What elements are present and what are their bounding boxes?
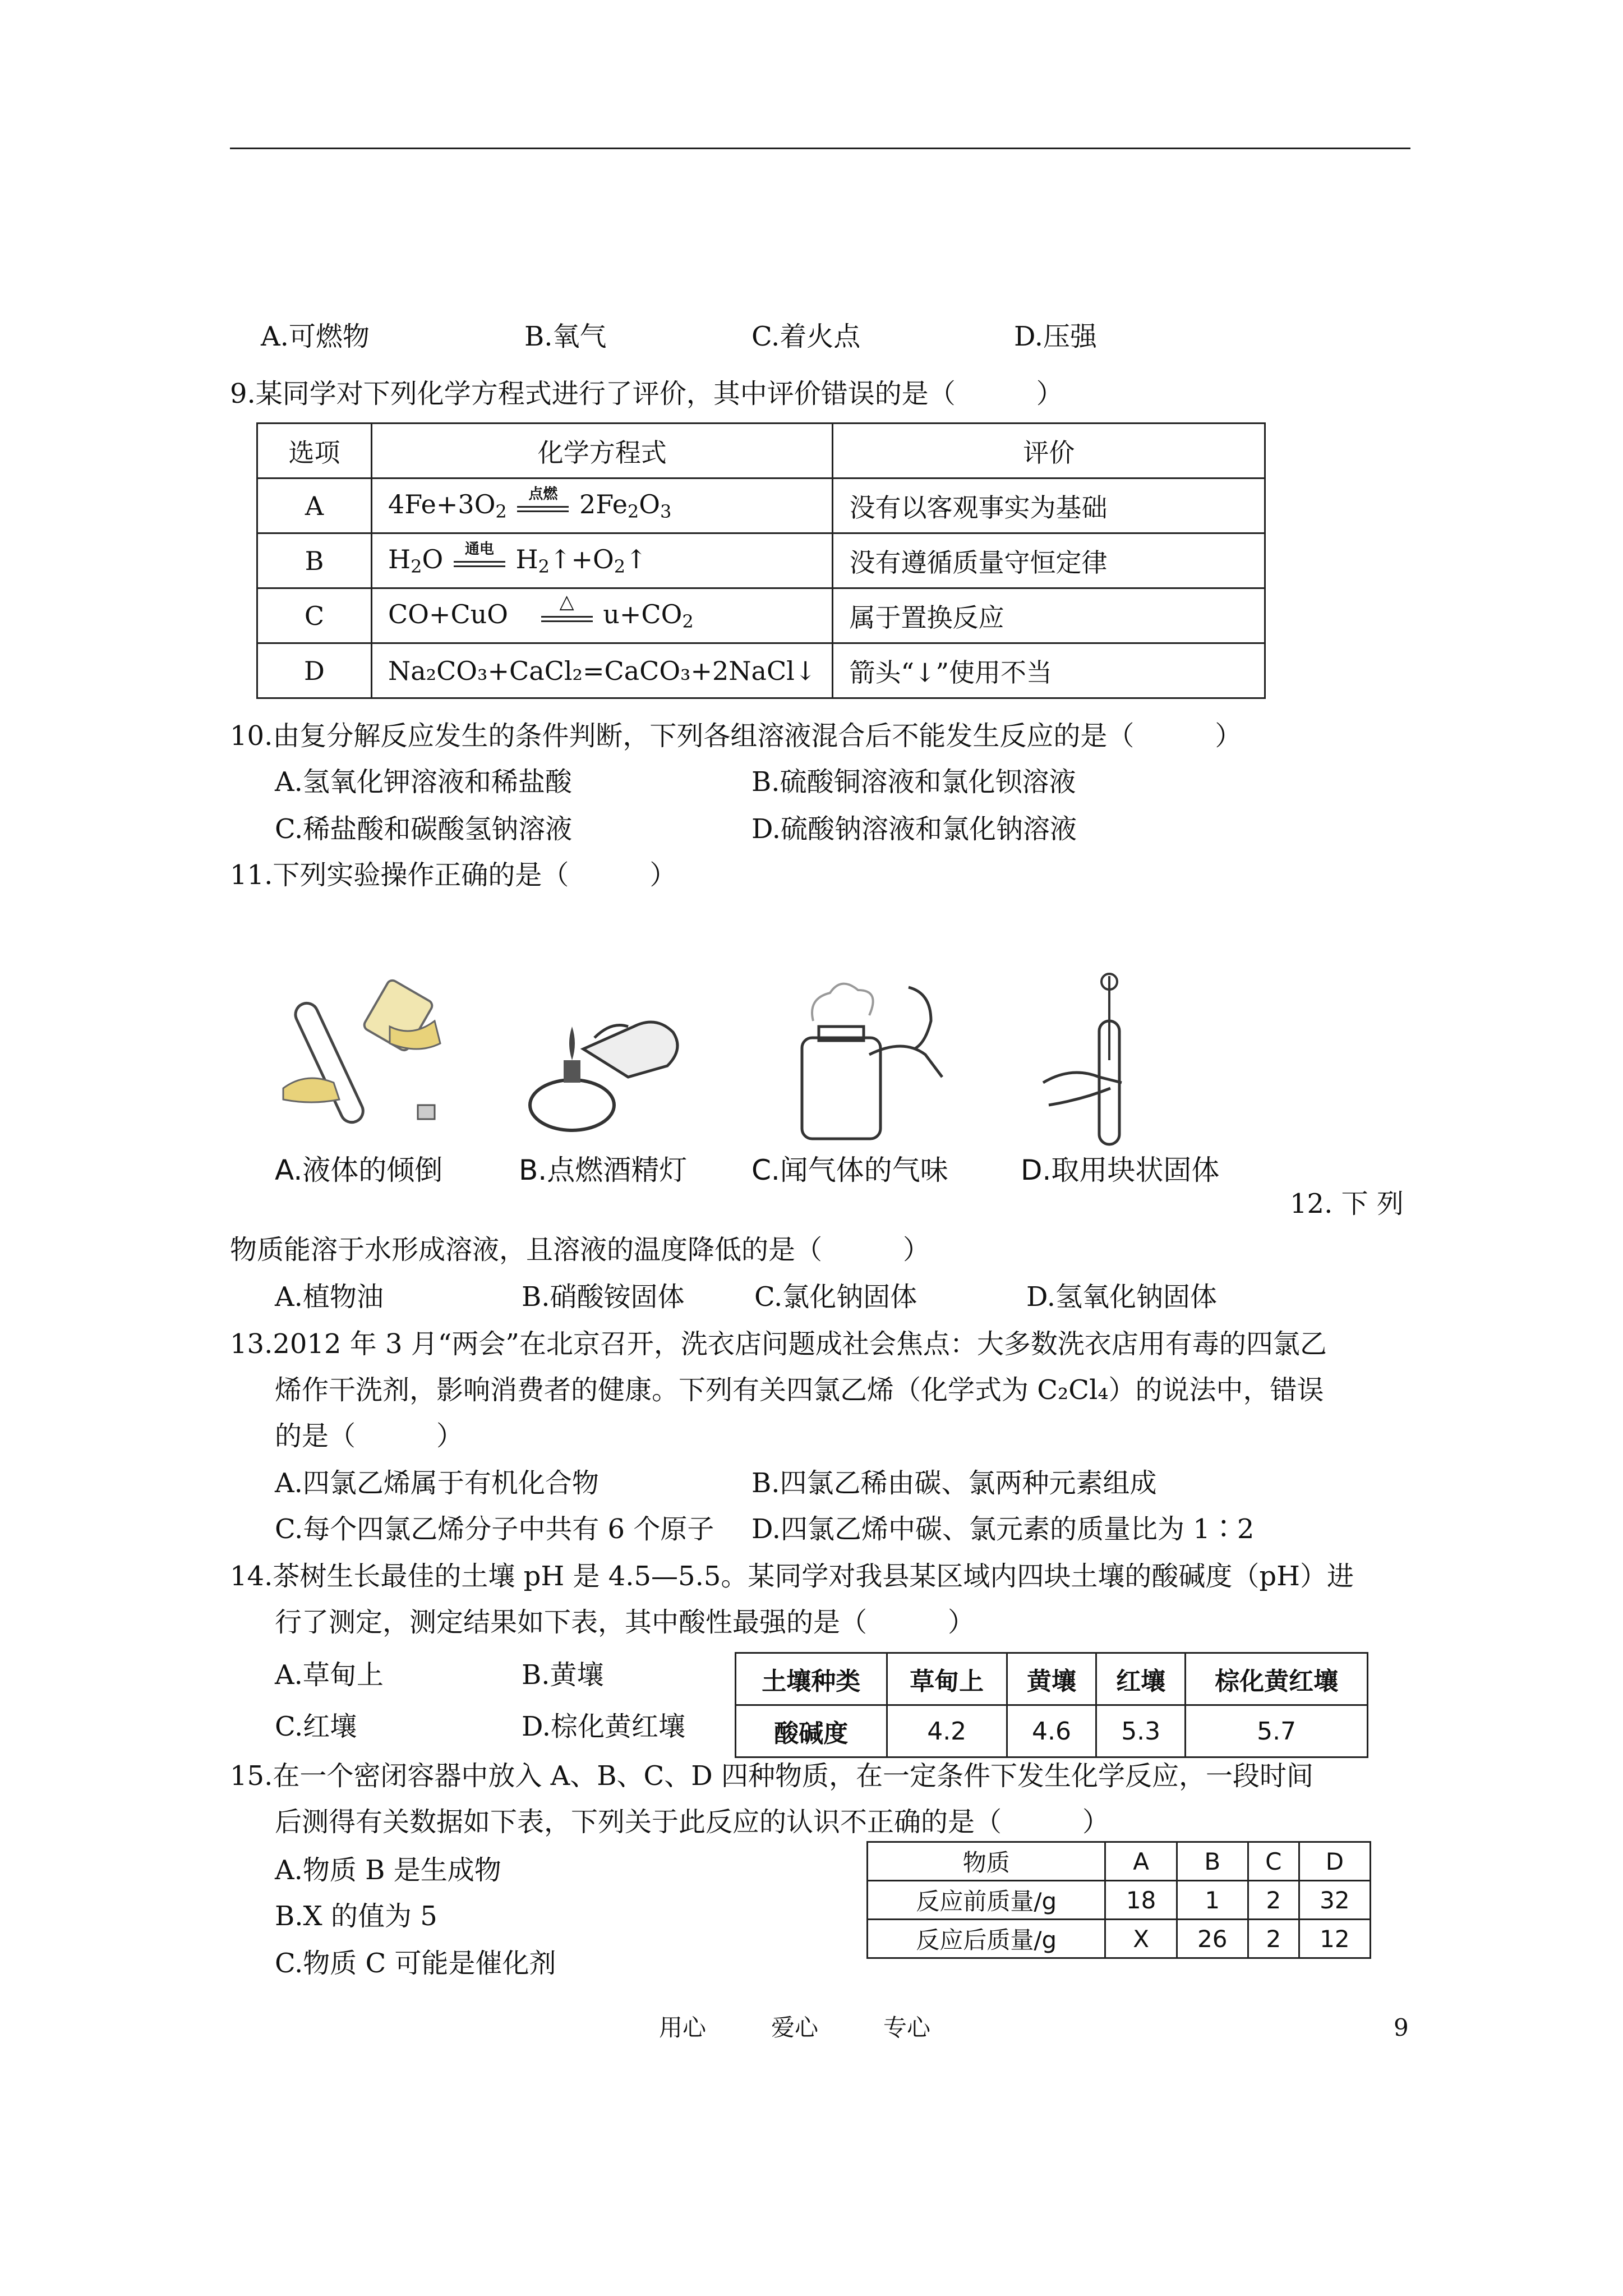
q9-row-a-equation: $4Fe+3O_2$ 点燃 $2Fe_2O_3$ bbox=[372, 478, 833, 533]
q9-header-equation: 化学方程式 bbox=[372, 424, 833, 478]
q15-option-b: B.X 的值为 5 bbox=[275, 1901, 437, 1932]
table-row bbox=[868, 1920, 1371, 1958]
q9-row-d-equation: Na₂CO₃+CaCl₂=CaCO₃+2NaCl↓ bbox=[372, 643, 833, 698]
q12-option-b: B.硝酸铵固体 bbox=[522, 1281, 685, 1313]
table-row bbox=[868, 1881, 1371, 1920]
q12-option-d: D.氢氧化钠固体 bbox=[1026, 1281, 1218, 1313]
solid-sampling-illustration bbox=[1032, 970, 1189, 1150]
q14-header-yellow: 黄壤 bbox=[1007, 1653, 1096, 1705]
q15-line2: 后测得有关数据如下表，下列关于此反应的认识不正确的是（ ） bbox=[275, 1806, 1110, 1838]
header-rule bbox=[230, 148, 1410, 149]
q14-line2: 行了测定，测定结果如下表，其中酸性最强的是（ ） bbox=[275, 1607, 975, 1638]
q15-row-before-label: 反应前质量/g bbox=[868, 1881, 1105, 1920]
q8-option-a: A.可燃物 bbox=[261, 321, 370, 352]
table-row bbox=[257, 533, 1265, 588]
q9-header-comment: 评价 bbox=[833, 424, 1265, 478]
q12-option-c: C.氯化钠固体 bbox=[754, 1281, 917, 1313]
q9-row-a-comment: 没有以客观事实为基础 bbox=[833, 478, 1265, 533]
q10-option-c: C.稀盐酸和碳酸氢钠溶液 bbox=[275, 813, 573, 845]
table-row bbox=[736, 1705, 1368, 1757]
q11-caption-d: D.取用块状固体 bbox=[1021, 1154, 1220, 1186]
q13-option-d: D.四氯乙烯中碳、氯元素的质量比为 1∶2 bbox=[751, 1513, 1255, 1545]
q10-option-b: B.硫酸铜溶液和氯化钡溶液 bbox=[751, 766, 1076, 798]
page-number: 9 bbox=[1394, 2014, 1409, 2041]
footer-item-1: 用心 bbox=[659, 2014, 707, 2041]
q9-header-option: 选项 bbox=[257, 424, 372, 478]
q15-line1: 15.在一个密闭容器中放入 A、B、C、D 四种物质，在一定条件下发生化学反应，一段时间 bbox=[230, 1760, 1314, 1792]
q15-before-c: 2 bbox=[1248, 1881, 1299, 1920]
q8-option-d: D.压强 bbox=[1014, 321, 1098, 352]
q13-option-c: C.每个四氯乙烯分子中共有 6 个原子 bbox=[275, 1513, 714, 1545]
q9-table bbox=[256, 422, 1266, 699]
alcohol-lamp-illustration bbox=[522, 976, 695, 1144]
q13-line2: 烯作干洗剂，影响消费者的健康。下列有关四氯乙烯（化学式为 C₂Cl₄）的说法中，错误 bbox=[275, 1374, 1324, 1406]
q11-caption-b: B.点燃酒精灯 bbox=[519, 1154, 688, 1186]
q13-line1: 13.2012 年 3 月“两会”在北京召开，洗衣店问题成社会焦点：大多数洗衣店用有毒的四氯乙 bbox=[230, 1328, 1327, 1360]
q9-row-b-equation: $H_2O$ 通电 $H_2↑+O_2↑$ bbox=[372, 533, 833, 588]
q14-value-meadow: 4.2 bbox=[887, 1705, 1007, 1757]
q10-option-a: A.氢氧化钾溶液和稀盐酸 bbox=[275, 766, 572, 798]
q15-mass-table bbox=[866, 1841, 1371, 1959]
q10-stem: 10.由复分解反应发生的条件判断，下列各组溶液混合后不能发生反应的是（ ） bbox=[230, 720, 1242, 752]
q15-header-a: A bbox=[1105, 1842, 1177, 1881]
q10-option-d: D.硫酸钠溶液和氯化钠溶液 bbox=[751, 813, 1077, 845]
q15-before-d: 32 bbox=[1299, 1881, 1370, 1920]
q14-header-meadow: 草甸上 bbox=[887, 1653, 1007, 1705]
q15-option-a: A.物质 B 是生成物 bbox=[275, 1855, 501, 1886]
q14-line1: 14.茶树生长最佳的土壤 pH 是 4.5—5.5。某同学对我县某区域内四块土壤的酸碱度（pH）进 bbox=[230, 1561, 1354, 1592]
q14-header-brown-yellow-red: 棕化黄红壤 bbox=[1186, 1653, 1368, 1705]
table-row bbox=[257, 588, 1265, 643]
table-row bbox=[257, 478, 1265, 533]
q14-option-a: A.草甸上 bbox=[275, 1659, 384, 1691]
q13-option-b: B.四氯乙稀由碳、氯两种元素组成 bbox=[751, 1467, 1157, 1499]
q9-stem: 9.某同学对下列化学方程式进行了评价，其中评价错误的是（ ） bbox=[230, 378, 1063, 409]
q11-stem: 11.下列实验操作正确的是（ ） bbox=[230, 859, 677, 891]
table-row bbox=[257, 643, 1265, 698]
q8-option-b: B.氧气 bbox=[524, 321, 607, 352]
q14-option-b: B.黄壤 bbox=[522, 1659, 604, 1691]
q14-value-brown-yellow-red: 5.7 bbox=[1186, 1705, 1368, 1757]
q12-stem-part1: 12. 下 列 bbox=[1290, 1188, 1404, 1220]
q15-before-a: 18 bbox=[1105, 1881, 1177, 1920]
q15-option-c: C.物质 C 可能是催化剂 bbox=[275, 1948, 556, 1979]
q9-row-c-option: C bbox=[257, 588, 372, 643]
q15-header-c: C bbox=[1248, 1842, 1299, 1881]
q15-after-a: X bbox=[1105, 1920, 1177, 1958]
footer-item-3: 专心 bbox=[883, 2014, 931, 2041]
q15-row-after-label: 反应后质量/g bbox=[868, 1920, 1105, 1958]
q8-option-c: C.着火点 bbox=[751, 321, 861, 352]
q15-after-b: 26 bbox=[1177, 1920, 1248, 1958]
q12-option-a: A.植物油 bbox=[275, 1281, 384, 1313]
q13-option-a: A.四氯乙烯属于有机化合物 bbox=[275, 1467, 599, 1499]
footer-item-2: 爱心 bbox=[771, 2014, 819, 2041]
q11-caption-c: C.闻气体的气味 bbox=[751, 1154, 948, 1186]
q15-header-substance: 物质 bbox=[868, 1842, 1105, 1881]
smelling-gas-illustration bbox=[791, 976, 965, 1144]
q14-value-yellow: 4.6 bbox=[1007, 1705, 1096, 1757]
q13-line3: 的是（ ） bbox=[275, 1420, 464, 1452]
q14-value-red: 5.3 bbox=[1096, 1705, 1186, 1757]
q12-stem-part2: 物质能溶于水形成溶液，且溶液的温度降低的是（ ） bbox=[230, 1234, 930, 1266]
q14-option-c: C.红壤 bbox=[275, 1711, 357, 1742]
liquid-pouring-illustration bbox=[278, 976, 451, 1144]
q9-row-d-option: D bbox=[257, 643, 372, 698]
q9-row-a-option: A bbox=[257, 478, 372, 533]
q14-option-d: D.棕化黄红壤 bbox=[522, 1711, 686, 1742]
q14-header-red: 红壤 bbox=[1096, 1653, 1186, 1705]
q9-row-c-equation: CO+CuO △ $u+CO_2$ bbox=[372, 588, 833, 643]
q9-row-b-option: B bbox=[257, 533, 372, 588]
q14-soil-ph-table bbox=[735, 1652, 1368, 1758]
q15-header-b: B bbox=[1177, 1842, 1248, 1881]
q15-after-d: 12 bbox=[1299, 1920, 1370, 1958]
q15-before-b: 1 bbox=[1177, 1881, 1248, 1920]
q9-row-d-comment: 箭头“↓”使用不当 bbox=[833, 643, 1265, 698]
q11-caption-a: A.液体的倾倒 bbox=[275, 1154, 443, 1186]
q9-row-c-comment: 属于置换反应 bbox=[833, 588, 1265, 643]
q9-row-b-comment: 没有遵循质量守恒定律 bbox=[833, 533, 1265, 588]
q14-row-label: 酸碱度 bbox=[736, 1705, 887, 1757]
q14-header-soil-type: 土壤种类 bbox=[736, 1653, 887, 1705]
q15-header-d: D bbox=[1299, 1842, 1370, 1881]
q15-after-c: 2 bbox=[1248, 1920, 1299, 1958]
